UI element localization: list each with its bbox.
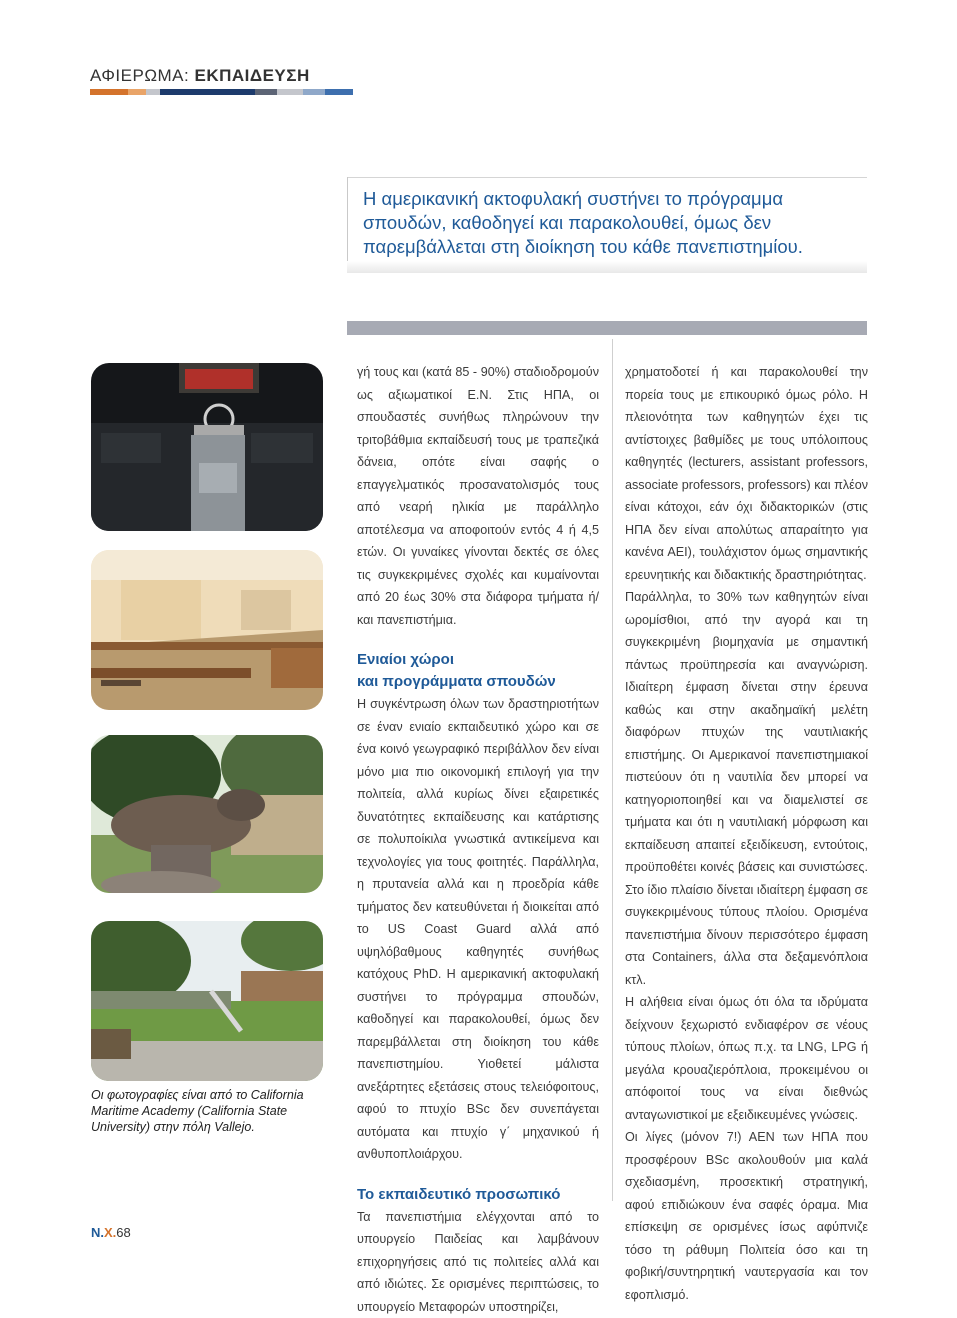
paragraph: γή τους και (κατά 85 - 90%) σταδιοδρομούν ως αξιωματικοί Ε.Ν. Στις ΗΠΑ, οι σπουδαστές συνήθως πληρώνουν την τριτοβάθμια εκπαίδευσή τους με τραπεζικά δάνεια, οπότε είναι σαφής ο επαγγελματικός προσανατολισμός τους από νεαρή ηλικία με παράλληλο αποτέλεσμα να αποφοιτούν εντός 4 ή 4,5 ετών. Οι γυναίκες γίνονται δεκτές σε όλες τις συγκεκριμένες σχολές και κυμαίνονται από 20 έως 30% στα διάφορα τμήματα ή/και πανεπιστήμια. — [357, 361, 599, 631]
paragraph: χρηματοδοτεί ή και παρακολουθεί την πορεία τους με επικουρικό όμως ρόλο. Η πλειονότητα των καθηγητών έχει τις αντίστοιχες βαθμίδες με τους υπόλοιπους καθηγητές (lecturers, assistant professors, associate professors, professors) και πλέον είναι κάτοχοι, εάν όχι διδακτορικών (στις ΗΠΑ δεν είναι απολύτως απαραίτητο για κανένα ΑΕΙ), τουλάχιστον όμως σημαντικής ερευνητικής και διδακτικής δραστηριότητας. — [625, 361, 868, 586]
subheading-line: Ενιαίοι χώροι — [357, 651, 454, 668]
paragraph: Οι λίγες (μόνον 7!) ΑΕΝ των ΗΠΑ που προσφέρουν BSc ακολουθούν μια καλά σχεδιασμένη, προσεκτική στρατηγική, αφού επιδιώκουν ένα σαφές όραμα. Μια επίσκεψη σε ορισμένες ίσως αφύπνιζε τόσο τη ράθυμη Πολιτεία όσο και τη φοβική/συντηρητική ναυτεργασία και τον εφοπλισμό. — [625, 1126, 868, 1306]
column-divider — [612, 339, 613, 1201]
page-number: 68 — [116, 1225, 130, 1240]
section-header — [90, 66, 310, 86]
page-folio — [91, 1225, 131, 1240]
paragraph: Τα πανεπιστήμια ελέγχονται από το υπουργείο Παιδείας και λαμβάνουν επιχορηγήσεις από τις πολιτείες αλλά και από ιδιώτες. Σε ορισμένες περιπτώσεις, το υπουργείο Μεταφορών υποστηρίζει, — [357, 1206, 599, 1318]
text-column-1 — [357, 361, 599, 1318]
gray-divider-band — [347, 321, 867, 335]
photo-bear-statue — [91, 735, 323, 893]
paragraph: Η αλήθεια είναι όμως ότι όλα τα ιδρύματα δείχνουν ξεχωριστό ενδιαφέρον σε νέους τύπους πλοίων, όπως π.χ. τα LNG, LPG ή μεγάλα κρουαζιερόπλοια, προκειμένου οι απόφοιτοί τους να είναι διεθνώς ανταγωνιστικοί με εξειδικευμένες γνώσεις. — [625, 991, 868, 1126]
photo-campus-anchor — [91, 921, 323, 1081]
subheading-unified-spaces — [357, 649, 599, 693]
photo-bridge-simulator — [91, 363, 323, 531]
pull-quote-text: Η αμερικανική ακτοφυλακή συστήνει το πρόγραμμα σπουδών, καθοδηγεί και παρακολουθεί, όμως δεν παρεμβάλλεται στη διοίκηση του κάθε πανεπιστημίου. — [363, 187, 858, 259]
text-column-2 — [625, 361, 868, 1306]
section-prefix: ΑΦΙΕΡΩΜΑ: — [90, 66, 189, 85]
paragraph: Η συγκέντρωση όλων των δραστηριοτήτων σε έναν ενιαίο εκπαιδευτικό χώρο και σε ένα κοινό γεωγραφικό περιβάλλον δεν είναι μόνο μια πιο οικονομική επιλογή για την πολιτεία, αλλά κυρίως δίνει εξαιρετικές δυνατότητες εκπαίδευσης και κατάρτισης σε πολυποίκιλα γνωστικά αντικείμενα και τεχνολογίες για τους φοιτητές. Παράλληλα, η πρυτανεία αλλά και η προεδρία κάθε τμήματος δεν κατευθύνεται ή διοικείται από το US Coast Guard αλλά από υψηλόβαθμους καθηγητές συνήθως κατόχους PhD. Η αμερικανική ακτοφυλακή συστήνει το πρόγραμμα σπουδών, καθοδηγεί και παρακολουθεί, όμως δεν παρεμβάλλεται στη διοίκηση του κάθε πανεπιστημίου. Υιοθετεί μάλιστα ανεξάρτητες εξετάσεις στους τελειόφοιτους, αφού το πτυχίο BSc δεν συνεπάγεται αυτόματα και πτυχίο γ΄ μηχανικού ή ανθυποπλοιάρχου. — [357, 693, 599, 1166]
paragraph: Παράλληλα, το 30% των καθηγητών είναι ωρομίσθιοι, από την αγορά και τη συγκεκριμένη βιομηχανία με σημαντική πάντως προϋπηρεσία και αναγνώριση. Ιδιαίτερη έμφαση δίνεται στην έρευνα καθώς και στην ακαδημαϊκή μελέτη διαφόρων πτυχών της ναυτιλιακής επιστήμης. Οι Αμερικανοί πανεπιστημιακοί πιστεύουν ότι η ναυτιλία δεν μπορεί να κατηγοριοποιηθεί και να διαμελιστεί σε τμήματα και ότι η ναυτιλιακή μόρφωση και εκπαίδευση απαιτεί εξειδίκευση, εντούτοις, προϋποθέτει κοινές βάσεις και συνιστώσες. Στο ίδιο πλαίσιο δίνεται ιδιαίτερη έμφαση σε συγκεκριμένους τύπους πλοίου. Ορισμένα πανεπιστήμια δίνουν περισσότερο έμφαση στα Containers, άλλα στα δεξαμενόπλοια κτλ. — [625, 586, 868, 991]
brand-n: Ν. — [91, 1225, 104, 1240]
header-color-bar — [90, 89, 353, 95]
subheading-line: και προγράμματα σπουδών — [357, 673, 556, 690]
photo-caption: Οι φωτογραφίες είναι από το California Maritime Academy (California State University) στην πόλη Vallejo. — [91, 1087, 321, 1135]
subheading-teaching-staff: Το εκπαιδευτικό προσωπικό — [357, 1184, 599, 1206]
section-title: ΕΚΠΑΙΔΕΥΣΗ — [194, 66, 309, 85]
photo-classroom — [91, 550, 323, 710]
pull-quote — [347, 177, 867, 272]
brand-x: Χ. — [104, 1225, 116, 1240]
